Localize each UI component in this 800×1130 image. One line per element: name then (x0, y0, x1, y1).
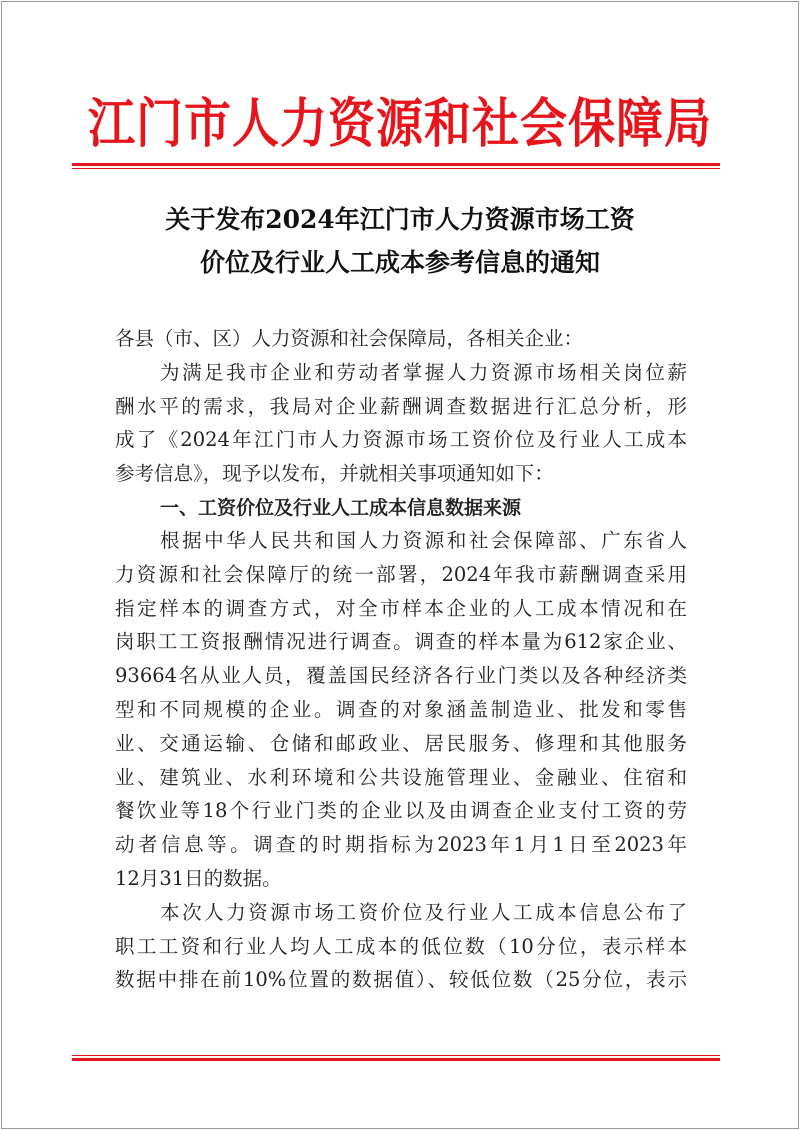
body-line: 酬水平的需求，我局对企业薪酬调查数据进行汇总分析，形 (115, 395, 687, 418)
body-line: 型和不同规模的企业。调查的对象涵盖制造业、批发和零售 (115, 698, 687, 721)
body-line: 岗职工工资报酬情况进行调查。调查的样本量为612家企业、 (115, 630, 687, 653)
body-line: 业、交通运输、仓储和邮政业、居民服务、修理和其他服务 (115, 732, 687, 755)
body-line: 成了《2024年江门市人力资源市场工资价位及行业人工成本 (115, 428, 687, 451)
header-divider (72, 163, 720, 169)
body-line: 根据中华人民共和国人力资源和社会保障部、广东省人 (160, 529, 687, 552)
body-line: 职工工资和行业人均人工成本的低位数（10分位，表示样本 (115, 935, 687, 958)
notice-title-line-1: 关于发布2024年江门市人力资源市场工资 (165, 205, 635, 234)
body-line: 12月31日的数据。 (115, 867, 282, 890)
organization-header: 江门市人力资源和社会保障局 (88, 93, 712, 155)
body-line: 业、建筑业、水利环境和公共设施管理业、金融业、住宿和 (115, 766, 687, 789)
section-heading: 一、工资价位及行业人工成本信息数据来源 (160, 497, 522, 519)
body-line: 餐饮业等18个行业门类的企业以及由调查企业支付工资的劳 (115, 799, 687, 822)
notice-title-line-2: 价位及行业人工成本参考信息的通知 (199, 248, 600, 277)
body-line: 力资源和社会保障厅的统一部署，2024年我市薪酬调查采用 (115, 563, 687, 586)
body-line: 数据中排在前10%位置的数据值）、较低位数（25分位，表示 (115, 968, 687, 991)
body-line: 指定样本的调查方式，对全市样本企业的人工成本情况和在 (115, 597, 687, 620)
footer-divider (72, 1055, 720, 1061)
body-line: 为满足我市企业和劳动者掌握人力资源市场相关岗位薪 (160, 361, 687, 384)
body-line: 本次人力资源市场工资价位及行业人工成本信息公布了 (160, 901, 687, 924)
body-line: 动者信息等。调查的时期指标为2023年1月1日至2023年 (115, 833, 687, 856)
salutation: 各县（市、区）人力资源和社会保障局，各相关企业： (115, 327, 584, 350)
body-line: 93664名从业人员，覆盖国民经济各行业门类以及各种经济类 (115, 664, 687, 687)
body-line: 参考信息》，现予以发布，并就相关事项通知如下： (115, 462, 554, 485)
